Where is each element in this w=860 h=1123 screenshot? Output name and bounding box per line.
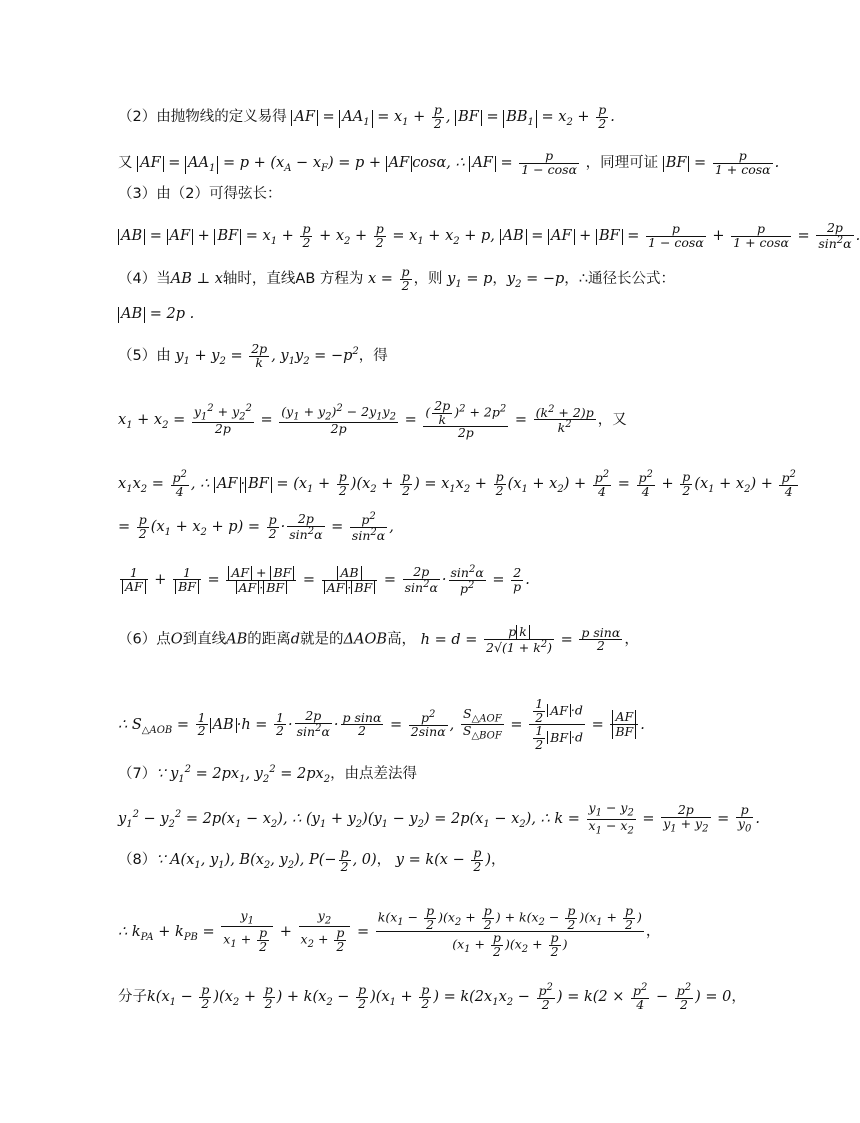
line-2b-cos: 又 AF = $AA_1 = p + (x_A - x_F) = p$ + AF cosα, ∴ AF = $\frac{p}{1 - \cos\alpha}$ ，同理可证 BF = $\frac{p}{1 + \cos\alpha}$ . (118, 148, 780, 177)
line-5-vieta: （5）由 $y_1 + y_2$ = $\frac{2p}{k}$ , $y_1y_2 = -p^2$，得 (118, 341, 388, 370)
line-3-heading: （3）由（2）可得弦长： (118, 186, 282, 202)
line-8-slopes: ∴ $k_{PA} + k_{PB}$ = $y_1$ $x_1$ + $\frac{p}{2}$ + $y_2$ $x_2$ + $\frac{p}{2}$ = $k(x_1$ − $\frac{p}{2}$ )($x_2$ + $\frac{p}{2}$ ) + $k(x_2$ − $\frac{p}{2}$ )($x_1$ + $\frac{p}{2}$ ) ($x_1$ + $\frac{p}{2}$ )($x_2$ + $\frac{p}{2}$ ) ， (118, 903, 661, 959)
line-6-area: ∴ $S_{\triangle AOB}$ = $\frac{1}{2}$ AB ·h = $\frac{1}{2}$ · $\frac{2p}{\sin^2\alpha}$ · $\frac{\text{p sinα}}{2}$ = $\frac{p^2}{2\sin\alpha}$ , $\frac{S_{\triangle AOF}}{S_{\triangle BOF}}$ = $\frac{1}{2}$ AF ·d $\frac{1}{2}$ BF ·d = $\frac{AF}{BF}$ . (118, 696, 645, 752)
line-8-numerator: 分子$k(x_1$ − $\frac{p}{2}$ )($x_2$ + $\frac{p}{2}$ ) + $k(x_2$ − $\frac{p}{2}$ )($x_1$ + $\frac{p}{2}$ ) = $k(2x_1x_2$ − $\frac{p^2}{2}$ ) = k(2 × $\frac{p^2}{4}$ − $\frac{p^2}{2}$ ) = 0， (118, 982, 746, 1012)
line-4-latus: （4）当AB ⊥ x轴时，直线AB 方程为 x = $\frac{p}{2}$ ，则 $y_1 = p$，$y_2 = -p$，∴通径长公式： (118, 264, 676, 293)
line-6-distance: （6）点O到直线AB的距离d就是的ΔAOB高， h = d = $\frac{\text{p k}}{2√(1 + k^2)}$ = $\frac{\text{p sinα}}{2}$ ， (118, 624, 639, 655)
line-5-product-cont: = $\frac{p}{2}$ $(x_1 + x_2 + p)$ = $\frac{p}{2}$ · $\frac{2p}{\sin^2\alpha}$ = $\frac{p^2}{\sin^2\alpha}$ , (118, 511, 394, 543)
line-5-product: $x_1x_2$ = $\frac{p^2}{4}$ , ∴ AF · BF = ($x_1$ + $\frac{p}{2}$ )($x_2$ + $\frac{p}{2}$ ) = $x_1x_2$ + $\frac{p}{2}$ $(x_1 + x_2)$ + $\frac{p^2}{4}$ = $\frac{p^2}{4}$ + $\frac{p}{2}$ $(x_1 + x_2)$ + $\frac{p^2}{4}$ (118, 469, 796, 499)
line-4-result: AB = 2p . (118, 307, 194, 323)
line-5-sum: $x_1 + x_2$ = $\frac{y_1^2 + y_2^2}{2p}$ = $\frac{(y_1 + y_2)^2 - 2y_1y_2}{2p}$ = ( $\frac{2p}{k}$ )$^2 + 2p^2$ 2p = $\frac{(k^2 + 2)p}{k^2}$ ，又 (118, 398, 627, 440)
line-2-definition: （2）由抛物线的定义易得 AF = $AA_1 = x_1$ + $\frac{p}{2}$ , BF = $BB_1 = x_2$ + $\frac{p}{2}$ . (118, 102, 615, 131)
line-7-heading: （7）∵ $y_1^2 = 2px_1$, $y_2^2 = 2px_2$，由点差法得 (118, 764, 418, 785)
line-8-heading: （8）∵ $A(x_1$, $y_1$), $B(x_2$, $y_2$), P(− $\frac{p}{2}$ , 0)， y = k(x − $\frac{p}{2}$ )， (118, 845, 506, 874)
line-5-reciprocal: $\frac{1}{AF}$ + $\frac{1}{BF}$ = $\frac{AF + BF}{AF \cdot BF}$ = $\frac{AB}{AF \cdot BF}$ = $\frac{2p}{\sin^2\alpha}$ · $\frac{\sin^2\alpha}{p^2}$ = $\frac{2}{p}$ . (118, 565, 530, 595)
line-7-slope: $y_1^2 - y_2^2 = 2p(x_1 - x_2)$, ∴ $(y_1 + y_2)(y_1 - y_2) = 2p(x_1 - x_2)$, ∴ k = $\frac{y_1 - y_2}{x_1 - x_2}$ = $\frac{2p}{y_1 + y_2}$ = $\frac{p}{y_0}$ . (118, 800, 760, 836)
line-3-chord: AB = AF + BF = $x_1$ + $\frac{p}{2}$ + $x_2$ + $\frac{p}{2}$ = $x_1 + x_2 + p$, AB = AF + BF = $\frac{p}{1 - \cos\alpha}$ + $\frac{p}{1 + \cos\alpha}$ = $\frac{2p}{\sin^2\alpha}$ . (118, 222, 860, 250)
